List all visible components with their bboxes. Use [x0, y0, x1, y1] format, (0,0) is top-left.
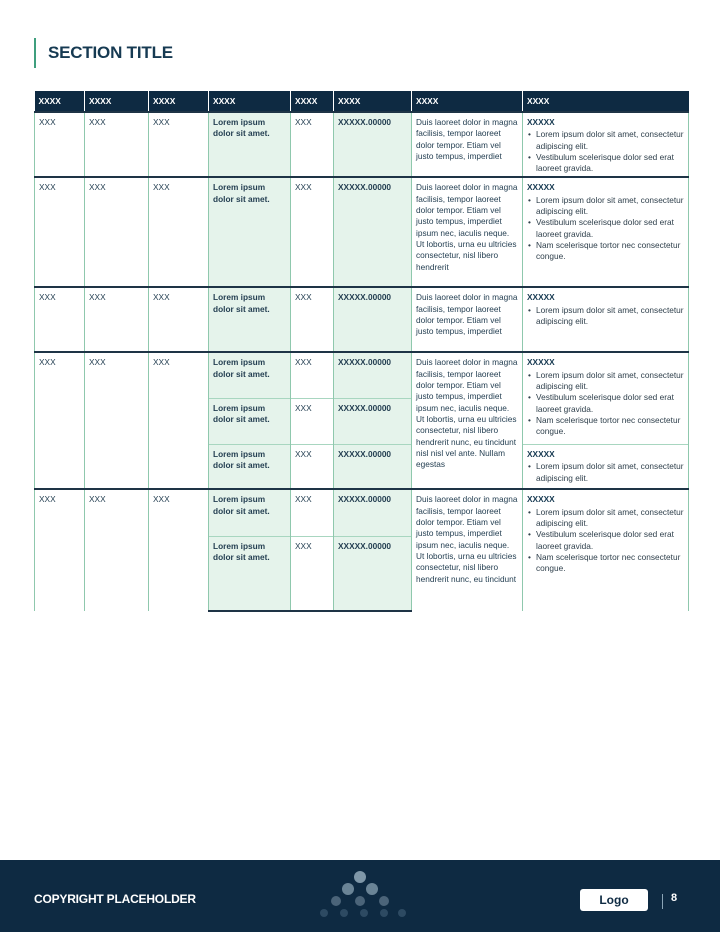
- bullet-item: • Nam scelerisque tortor nec consectetur congue.: [527, 240, 684, 263]
- table-cell: XXX: [149, 177, 209, 287]
- decorative-dots-graphic: [310, 868, 410, 928]
- bullet-item: • Lorem ipsum dolor sit amet, consectetur adipiscing elit.: [527, 370, 684, 393]
- amount-cell: XXXXX.00000: [334, 177, 412, 287]
- bullet-list: [527, 370, 684, 438]
- amount-cell: XXXXX.00000: [334, 112, 412, 177]
- table-cell: XXX: [291, 444, 334, 489]
- column-header[interactable]: XXXX: [523, 91, 689, 112]
- table-cell: XXX: [35, 287, 85, 352]
- table-row: [35, 287, 689, 352]
- table-row: [35, 112, 689, 177]
- bullet-list: [527, 129, 684, 174]
- table-cell: XXX: [291, 536, 334, 611]
- description-cell: Duis laoreet dolor in magna facilisis, tempor laoreet dolor tempor. Etiam vel justo tempus, imperdiet ipsum nec, iaculis neque. Ut lobortis, urna eu ultricies consectetur, nisl libero hendrerit: [412, 177, 523, 287]
- column-header[interactable]: XXXX: [291, 91, 334, 112]
- table-cell: XXX: [85, 489, 149, 611]
- table-cell: XXX: [149, 489, 209, 611]
- table-row: [35, 177, 689, 287]
- bullet-item: • Vestibulum scelerisque dolor sed erat laoreet gravida.: [527, 152, 684, 175]
- bullet-list: [527, 461, 684, 484]
- table-cell: XXX: [85, 287, 149, 352]
- bullet-item: • Nam scelerisque tortor nec consectetur congue.: [527, 552, 684, 575]
- lorem-cell: Lorem ipsum dolor sit amet.: [209, 489, 291, 536]
- column-header[interactable]: XXXX: [209, 91, 291, 112]
- amount-cell: XXXXX.00000: [334, 398, 412, 444]
- description-cell: Duis laoreet dolor in magna facilisis, tempor laoreet dolor tempor. Etiam vel justo tempus, imperdiet: [412, 112, 523, 177]
- amount-cell: XXXXX.00000: [334, 352, 412, 398]
- column-header[interactable]: XXXX: [149, 91, 209, 112]
- table-cell: XXX: [35, 177, 85, 287]
- description-cell: Duis laoreet dolor in magna facilisis, tempor laoreet dolor tempor. Etiam vel justo tempus, imperdiet: [412, 287, 523, 352]
- section-title-bar: [34, 38, 173, 68]
- table-row: [35, 352, 689, 398]
- table-cell: XXX: [85, 352, 149, 489]
- logo[interactable]: Logo: [580, 889, 648, 911]
- amount-cell: XXXXX.00000: [334, 444, 412, 489]
- table-cell: XXX: [149, 352, 209, 489]
- column-header[interactable]: XXXX: [334, 91, 412, 112]
- table-cell: XXX: [291, 489, 334, 536]
- lorem-cell: Lorem ipsum dolor sit amet.: [209, 352, 291, 398]
- lorem-cell: Lorem ipsum dolor sit amet.: [209, 287, 291, 352]
- page-footer: [0, 860, 720, 932]
- bullet-item: • Vestibulum scelerisque dolor sed erat laoreet gravida.: [527, 529, 684, 552]
- bullet-cell: [523, 287, 689, 352]
- table-cell: XXX: [35, 489, 85, 611]
- table-cell: XXX: [35, 352, 85, 489]
- page-number: 8: [671, 892, 678, 904]
- section-title: SECTION TITLE: [48, 43, 173, 62]
- bullet-cell: [523, 352, 689, 444]
- lorem-cell: Lorem ipsum dolor sit amet.: [209, 444, 291, 489]
- bullet-cell: [523, 177, 689, 287]
- bullet-item: • Lorem ipsum dolor sit amet, consectetur adipiscing elit.: [527, 195, 684, 218]
- bullet-item: • Vestibulum scelerisque dolor sed erat laoreet gravida.: [527, 392, 684, 415]
- table-cell: XXX: [291, 177, 334, 287]
- amount-cell: XXXXX.00000: [334, 287, 412, 352]
- footer-divider: [662, 894, 663, 909]
- table-cell: XXX: [149, 287, 209, 352]
- bullet-list: [527, 195, 684, 263]
- lorem-cell: Lorem ipsum dolor sit amet.: [209, 177, 291, 287]
- bullet-item: • Lorem ipsum dolor sit amet, consectetur adipiscing elit.: [527, 305, 684, 328]
- column-header[interactable]: XXXX: [85, 91, 149, 112]
- column-header[interactable]: XXXX: [35, 91, 85, 112]
- bullet-heading: XXXXX: [527, 117, 555, 127]
- table-row: [35, 489, 689, 536]
- bullet-item: • Lorem ipsum dolor sit amet, consectetur adipiscing elit.: [527, 129, 684, 152]
- table-cell: XXX: [291, 287, 334, 352]
- column-header[interactable]: XXXX: [412, 91, 523, 112]
- table-cell: XXX: [291, 398, 334, 444]
- table-cell: XXX: [291, 112, 334, 177]
- bullet-item: • Lorem ipsum dolor sit amet, consectetur adipiscing elit.: [527, 507, 684, 530]
- table-cell: XXX: [149, 112, 209, 177]
- description-cell: Duis laoreet dolor in magna facilisis, tempor laoreet dolor tempor. Etiam vel justo tempus, imperdiet ipsum nec, iaculis neque. Ut lobortis, urna eu ultricies consectetur, nisl libero hendrerit nunc, eu tincidunt nisl nisl vel ante. Nullam egestas: [412, 352, 523, 489]
- lorem-cell: Lorem ipsum dolor sit amet.: [209, 398, 291, 444]
- bullet-heading: XXXXX: [527, 182, 555, 193]
- amount-cell: XXXXX.00000: [334, 489, 412, 536]
- bullet-heading: XXXXX: [527, 357, 555, 368]
- bullet-heading: XXXXX: [527, 494, 555, 505]
- bullet-cell: [523, 489, 689, 611]
- bullet-item: • Lorem ipsum dolor sit amet, consectetur adipiscing elit.: [527, 461, 684, 484]
- table-header-row: [35, 91, 689, 112]
- lorem-cell: Lorem ipsum dolor sit amet.: [209, 112, 291, 177]
- table-cell: XXX: [291, 352, 334, 398]
- table-cell: XXX: [85, 112, 149, 177]
- amount-cell: XXXXX.00000: [334, 536, 412, 611]
- bullet-cell: [523, 444, 689, 489]
- bullet-list: [527, 507, 684, 575]
- bullet-item: • Nam scelerisque tortor nec consectetur congue.: [527, 415, 684, 438]
- data-table: [34, 91, 689, 612]
- lorem-cell: Lorem ipsum dolor sit amet.: [209, 536, 291, 611]
- table-cell: XXX: [35, 112, 85, 177]
- bullet-heading: XXXXX: [527, 292, 555, 303]
- bullet-heading: XXXXX: [527, 448, 555, 459]
- bullet-cell: [523, 112, 689, 177]
- description-cell: Duis laoreet dolor in magna facilisis, tempor laoreet dolor tempor. Etiam vel justo tempus, imperdiet ipsum nec, iaculis neque. Ut lobortis, urna eu ultricies consectetur, nisl libero hendrerit nunc, eu tincidunt: [412, 489, 523, 611]
- copyright-text: COPYRIGHT PLACEHOLDER: [34, 892, 196, 906]
- bullet-item: • Vestibulum scelerisque dolor sed erat laoreet gravida.: [527, 217, 684, 240]
- bullet-list: [527, 305, 684, 328]
- table-cell: XXX: [85, 177, 149, 287]
